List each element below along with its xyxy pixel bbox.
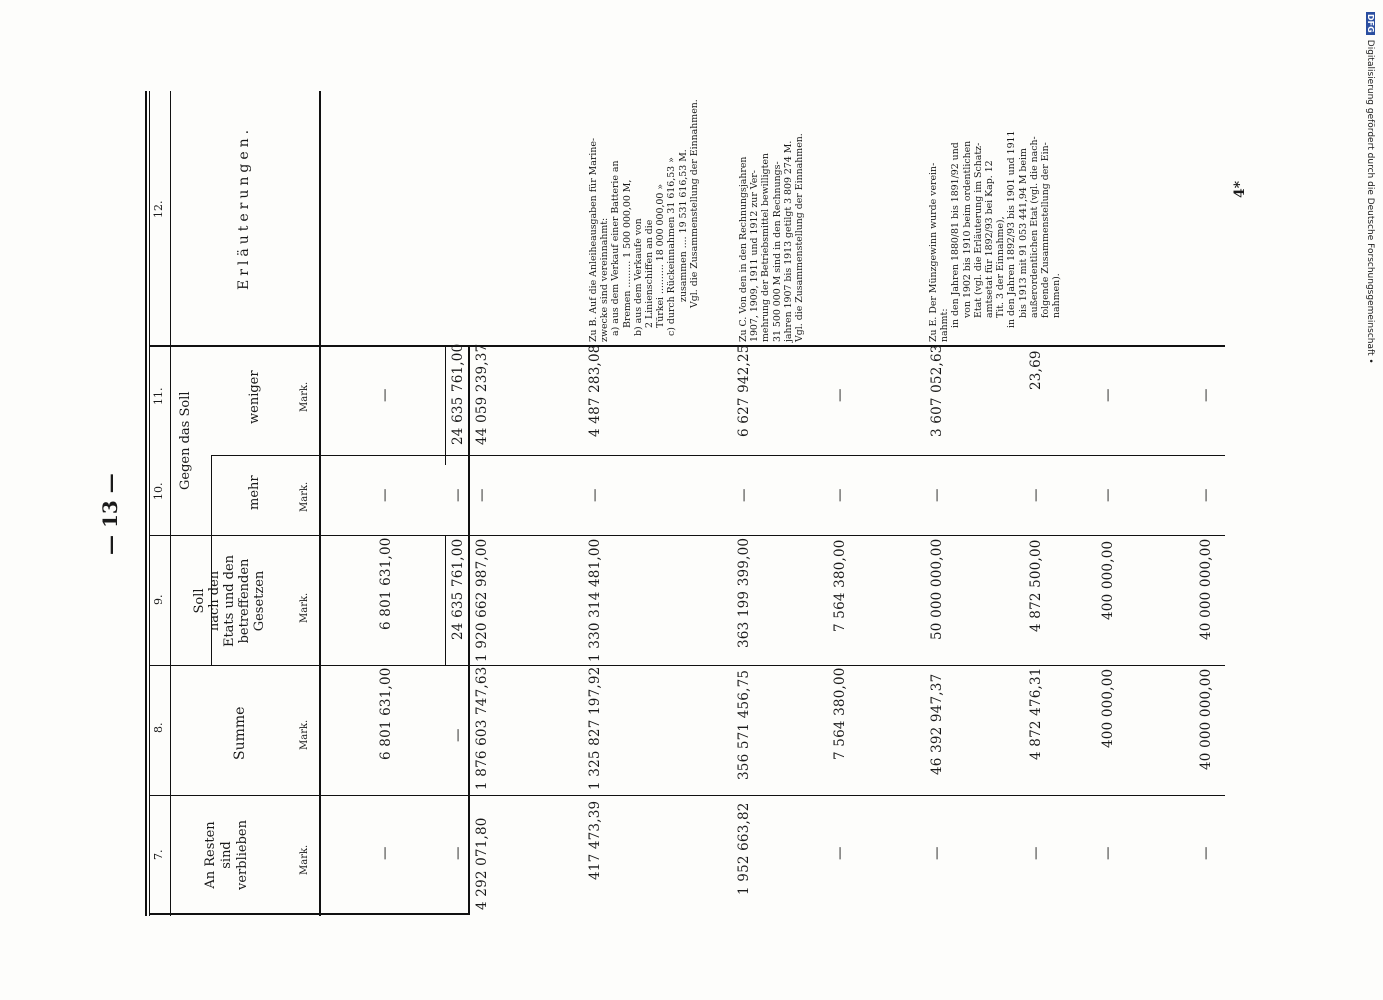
row4-c7: 417 473,39 [587, 800, 603, 880]
row2-c10: — [450, 488, 466, 502]
row9-c11: — [1100, 388, 1116, 402]
unit-c11: Mark. [299, 381, 310, 412]
row1-c9: 6 801 631,00 [378, 537, 394, 630]
note-e: Zu E. Der Münzgewinn wurde verein- nahmt: in den Jahren 1880/81 bis 1891/92 und von 1902 bis 1910 beim ordentlichen Etat (vgl. die Erläuterung im Schatz- amtsetat für 1892/93 bei Kap. 12 Tit. 3 der Einnahme), in den Jahren 1892/93 bis 1901 und 1911 bis 1913 mit 91 053 441,94 M beim außerordentlichen Etat (vgl. die nach- folgende Zusammenstellung der Ein- nahmen). [928, 130, 1063, 342]
unit-c7: Mark. [299, 844, 310, 875]
row7-c8: 46 392 947,37 [929, 673, 945, 775]
row3-c9: 1 920 662 987,00 [474, 538, 490, 662]
note-c: Zu C. Von den in den Rechnungsjahren 1907, 1909, 1911 und 1912 zur Ver- mehrung der Betriebsmittel bewilligten 31 500 000 M sind in den Rechnungs- jahren 1907 bis 1913 getilgt 3 809 274 M. Vgl. die Zusammenstellung der Einnahmen. [738, 133, 806, 342]
col-number-11: 11. [152, 387, 165, 405]
row6-c10: — [832, 488, 848, 502]
row4-c9: 1 330 314 481,00 [587, 538, 603, 662]
row4-c11: 4 487 283,08 [587, 344, 603, 437]
row4-c8: 1 325 827 197,92 [587, 666, 603, 790]
row1-c10: — [377, 488, 393, 502]
row10-c7: — [1198, 846, 1214, 860]
col-number-9: 9. [152, 594, 165, 605]
row6-c8: 7 564 380,00 [832, 667, 848, 760]
row5-c7: 1 952 663,82 [736, 802, 752, 895]
row8-c8: 4 872 476,31 [1028, 667, 1044, 760]
header-mehr: mehr [247, 475, 262, 510]
row3-c10: — [474, 488, 490, 502]
row5-c9: 363 199 399,00 [736, 537, 752, 648]
row10-c11: — [1198, 388, 1214, 402]
row8-c9: 4 872 500,00 [1028, 539, 1044, 632]
row9-c9: 400 000,00 [1100, 540, 1116, 620]
digitization-credit [1364, 12, 1383, 364]
header-soll: Soll nach den Etats und den betreffenden Gesetzen [192, 554, 267, 648]
row6-c7: — [832, 846, 848, 860]
col-number-7: 7. [152, 849, 165, 860]
row2-c9: 24 635 761,00 [450, 538, 466, 640]
row8-c11: 23,69 [1028, 350, 1044, 390]
header-reste: An Resten sind verblieben [203, 820, 250, 890]
row6-c11: — [832, 388, 848, 402]
dfg-logo-icon: DFG [1366, 14, 1375, 33]
row9-c7: — [1100, 846, 1116, 860]
row8-c10: — [1028, 488, 1044, 502]
row2-c11: 24 635 761,00 [450, 343, 466, 445]
signature-mark: 4* [1232, 180, 1248, 198]
row10-c10: — [1198, 488, 1214, 502]
row3-c7: 4 292 071,80 [474, 817, 490, 910]
row9-c10: — [1100, 488, 1116, 502]
row1-c8: 6 801 631,00 [378, 667, 394, 760]
row4-c10: — [587, 488, 603, 502]
row7-c11: 3 607 052,63 [929, 344, 945, 437]
row8-c7: — [1028, 846, 1044, 860]
row7-c7: — [929, 846, 945, 860]
unit-c9: Mark. [299, 592, 310, 623]
row2-c8: — [450, 728, 466, 742]
row5-c11: 6 627 942,25 [736, 344, 752, 437]
header-gegen-das-soll: Gegen das Soll [178, 391, 193, 490]
row7-c9: 50 000 000,00 [929, 538, 945, 640]
row1-c11: — [377, 388, 393, 402]
row10-c8: 40 000 000,00 [1198, 668, 1214, 770]
row5-c8: 356 571 456,75 [736, 669, 752, 780]
row3-c8: 1 876 603 747,63 [474, 666, 490, 790]
row1-c7: — [377, 846, 393, 860]
row3-c11: 44 059 239,37 [474, 343, 490, 445]
credit-text: Digitalisierung gefördert durch die Deutsche Forschungsgemeinschaft • [1365, 39, 1375, 364]
row6-c9: 7 564 380,00 [832, 539, 848, 632]
row10-c9: 40 000 000,00 [1198, 538, 1214, 640]
page-number: — 13 — [98, 473, 122, 555]
header-erlaeuterungen: Erläuterungen. [236, 125, 252, 290]
unit-c10: Mark. [299, 481, 310, 512]
row5-c10: — [736, 488, 752, 502]
row9-c8: 400 000,00 [1100, 668, 1116, 748]
header-weniger: weniger [247, 370, 262, 424]
row7-c10: — [929, 488, 945, 502]
col-number-10: 10. [152, 482, 165, 500]
row2-c7: — [450, 846, 466, 860]
col-number-8: 8. [152, 722, 165, 733]
header-summe: Summe [232, 706, 248, 760]
unit-c8: Mark. [299, 719, 310, 750]
note-b: Zu B. Auf die Anleiheausgaben für Marine- zwecke sind vereinnahmt: a) aus dem Verkauf einer Batterie an Bremen ......... 1 500 000,00 M, b) aus dem Verkaufe von 2 Linienschiffen an die Türkei .......... 18 000 000,00 » c) durch Rückeinnahmen 31 616,53 » zusammen .... 19 531 616,53 M. Vgl. die Zusammenstellung der Einnahmen. [588, 99, 700, 342]
col-number-12: 12. [152, 200, 165, 218]
